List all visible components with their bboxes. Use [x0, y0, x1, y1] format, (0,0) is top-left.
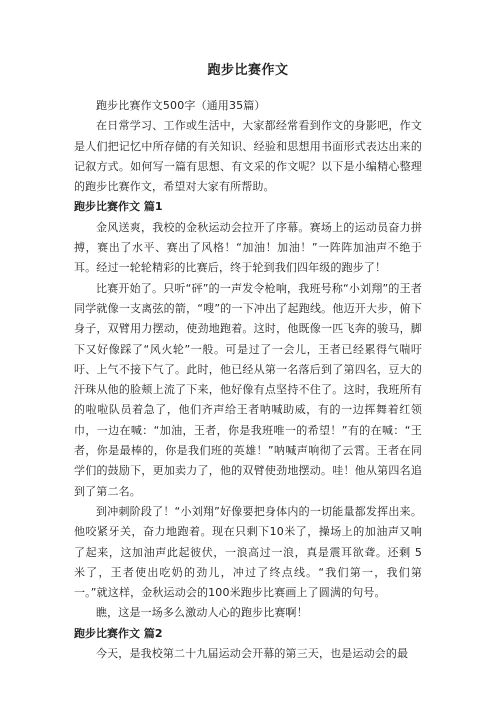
section-heading-2: 跑步比赛作文 篇2 [74, 626, 163, 640]
section-2-paragraph-1: 今天，是我校第二十九届运动会开幕的第三天，也是运动会的最 [96, 647, 409, 661]
document-title: 跑步比赛作文 [207, 63, 289, 78]
intro-paragraph: 在日常学习、工作或生活中，大家都经常看到作文的身影吧，作文是人们把记忆中所存储的有关知识、经验和思想用书面形式表达出来的记叙方式。如何写一篇有思想、有文采的作文呢？以下是小编精心整理的跑步比赛作文，希望对大家有所帮助。 [74, 119, 422, 194]
section-1-paragraph-3: 到冲刺阶段了！“小刘翔”好像要把身体内的一切能量都发挥出来。他咬紧牙关，奋力地跑着。现在只剩下10米了，操场上的加油声又响了起来，这加油声此起彼伏，一浪高过一浪，真是震耳欲聋。还剩 5 米了，王者使出吃奶的劲儿，冲过了终点线。“我们第一，我们第一。”就这样，金秋运动会的100米跑步比赛画上了圆满的句号。 [74, 504, 422, 600]
section-1-paragraph-2: 比赛开始了。只听“砰”的一声发令枪响，我班号称“小刘翔”的王者同学就像一支离弦的箭，“嗖”的一下冲出了起跑线。他迈开大步，俯下身子，双臂用力摆动，使劲地跑着。这时，他既像一匹飞奔的骏马，脚下又好像踩了“风火轮”一般。可是过了一会儿，王者已经累得气喘吁吁、上气不接下气了。此时，他已经从第一名落后到了第四名，豆大的汗珠从他的脸颊上流了下来，他好像有点坚持不住了。这时，我班所有的啦啦队员着急了，他们齐声给王者呐喊助威，有的一边挥舞着红领巾，一边在喊：“加油，王者，你是我班唯一的希望！”有的在喊：“王者，你是最棒的，你是我们班的英雄！”呐喊声响彻了云霄。王者在同学们的鼓励下，更加卖力了，他的双臂使劲地摆动。哇！他从第四名追到了第二名。 [74, 281, 422, 498]
section-1-paragraph-1: 金风送爽，我校的金秋运动会拉开了序幕。赛场上的运动员奋力拼搏，赛出了水平、赛出了风格！“加油！加油！”一阵阵加油声不绝于耳。经过一轮轮精彩的比赛后，终于轮到我们四年级的跑步了！ [74, 220, 422, 275]
document-subtitle: 跑步比赛作文500字（通用35篇） [96, 99, 266, 112]
section-heading-1: 跑步比赛作文 篇1 [74, 200, 163, 214]
section-1-paragraph-4: 瞧，这是一场多么激动人心的跑步比赛啊！ [96, 606, 308, 620]
